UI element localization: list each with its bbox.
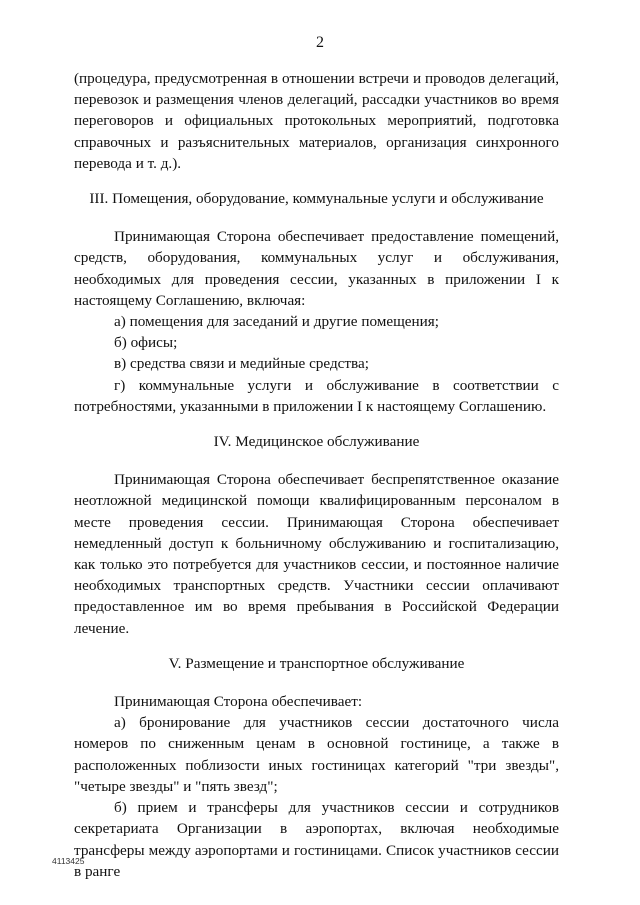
section-5-item-b: б) прием и трансферы для участников сессии и сотрудников секретариата Организации в аэропортах, включая необходимые трансферы между аэропортами и гостиницами. Список участников сессии в ранге [74, 799, 559, 880]
section-3-intro: Принимающая Сторона обеспечивает предоставление помещений, средств, оборудования, коммунальных услуг и обслуживания, необходимых для проведения сессии, указанных в приложении I к настоящему Соглашению, включая: [74, 228, 559, 309]
section-3-item-d: г) коммунальные услуги и обслуживание в соответствии с потребностями, указанными в приложении I к настоящему Соглашению. [74, 376, 559, 415]
continuation-paragraph: (процедура, предусмотренная в отношении встречи и проводов делегаций, перевозок и размещения членов делегаций, рассадки участников во время переговоров и официальных протокольных мероприятий, подготовка справочных и разъяснительных материалов, организация синхронного перевода и т. д.). [74, 70, 559, 172]
document-body [74, 68, 559, 882]
section-5-heading: V. Размещение и транспортное обслуживание [168, 654, 465, 672]
section-3-item-c: в) средства связи и медийные средства; [114, 355, 369, 373]
section-3-heading: III. Помещения, оборудование, коммунальные услуги и обслуживание [89, 190, 544, 208]
section-3-item-a: а) помещения для заседаний и другие помещения; [114, 313, 440, 331]
page-number: 2 [316, 34, 324, 51]
section-3-item-b: б) офисы; [114, 334, 178, 352]
document-code: 4113425 [52, 856, 85, 866]
section-5-intro: Принимающая Сторона обеспечивает: [114, 693, 363, 711]
section-4-paragraph: Принимающая Сторона обеспечивает беспрепятственное оказание неотложной медицинской помощи квалифицированным персоналом в месте проведения сессии. Принимающая Сторона обеспечивает немедленный доступ к больничному обслуживанию и госпитализацию, как только это потребуется для участников сессии, и постоянное наличие необходимых транспортных средств. Участники сессии оплачивают предоставленное им во время пребывания в Российской Федерации лечение. [74, 471, 559, 637]
section-5-item-a: а) бронирование для участников сессии достаточного числа номеров по сниженным ценам в основной гостинице, а также в расположенных поблизости иных гостиницах категорий "три звезды", "четыре звезды" и "пять звезд"; [74, 714, 559, 795]
section-4-heading: IV. Медицинское обслуживание [213, 433, 420, 451]
